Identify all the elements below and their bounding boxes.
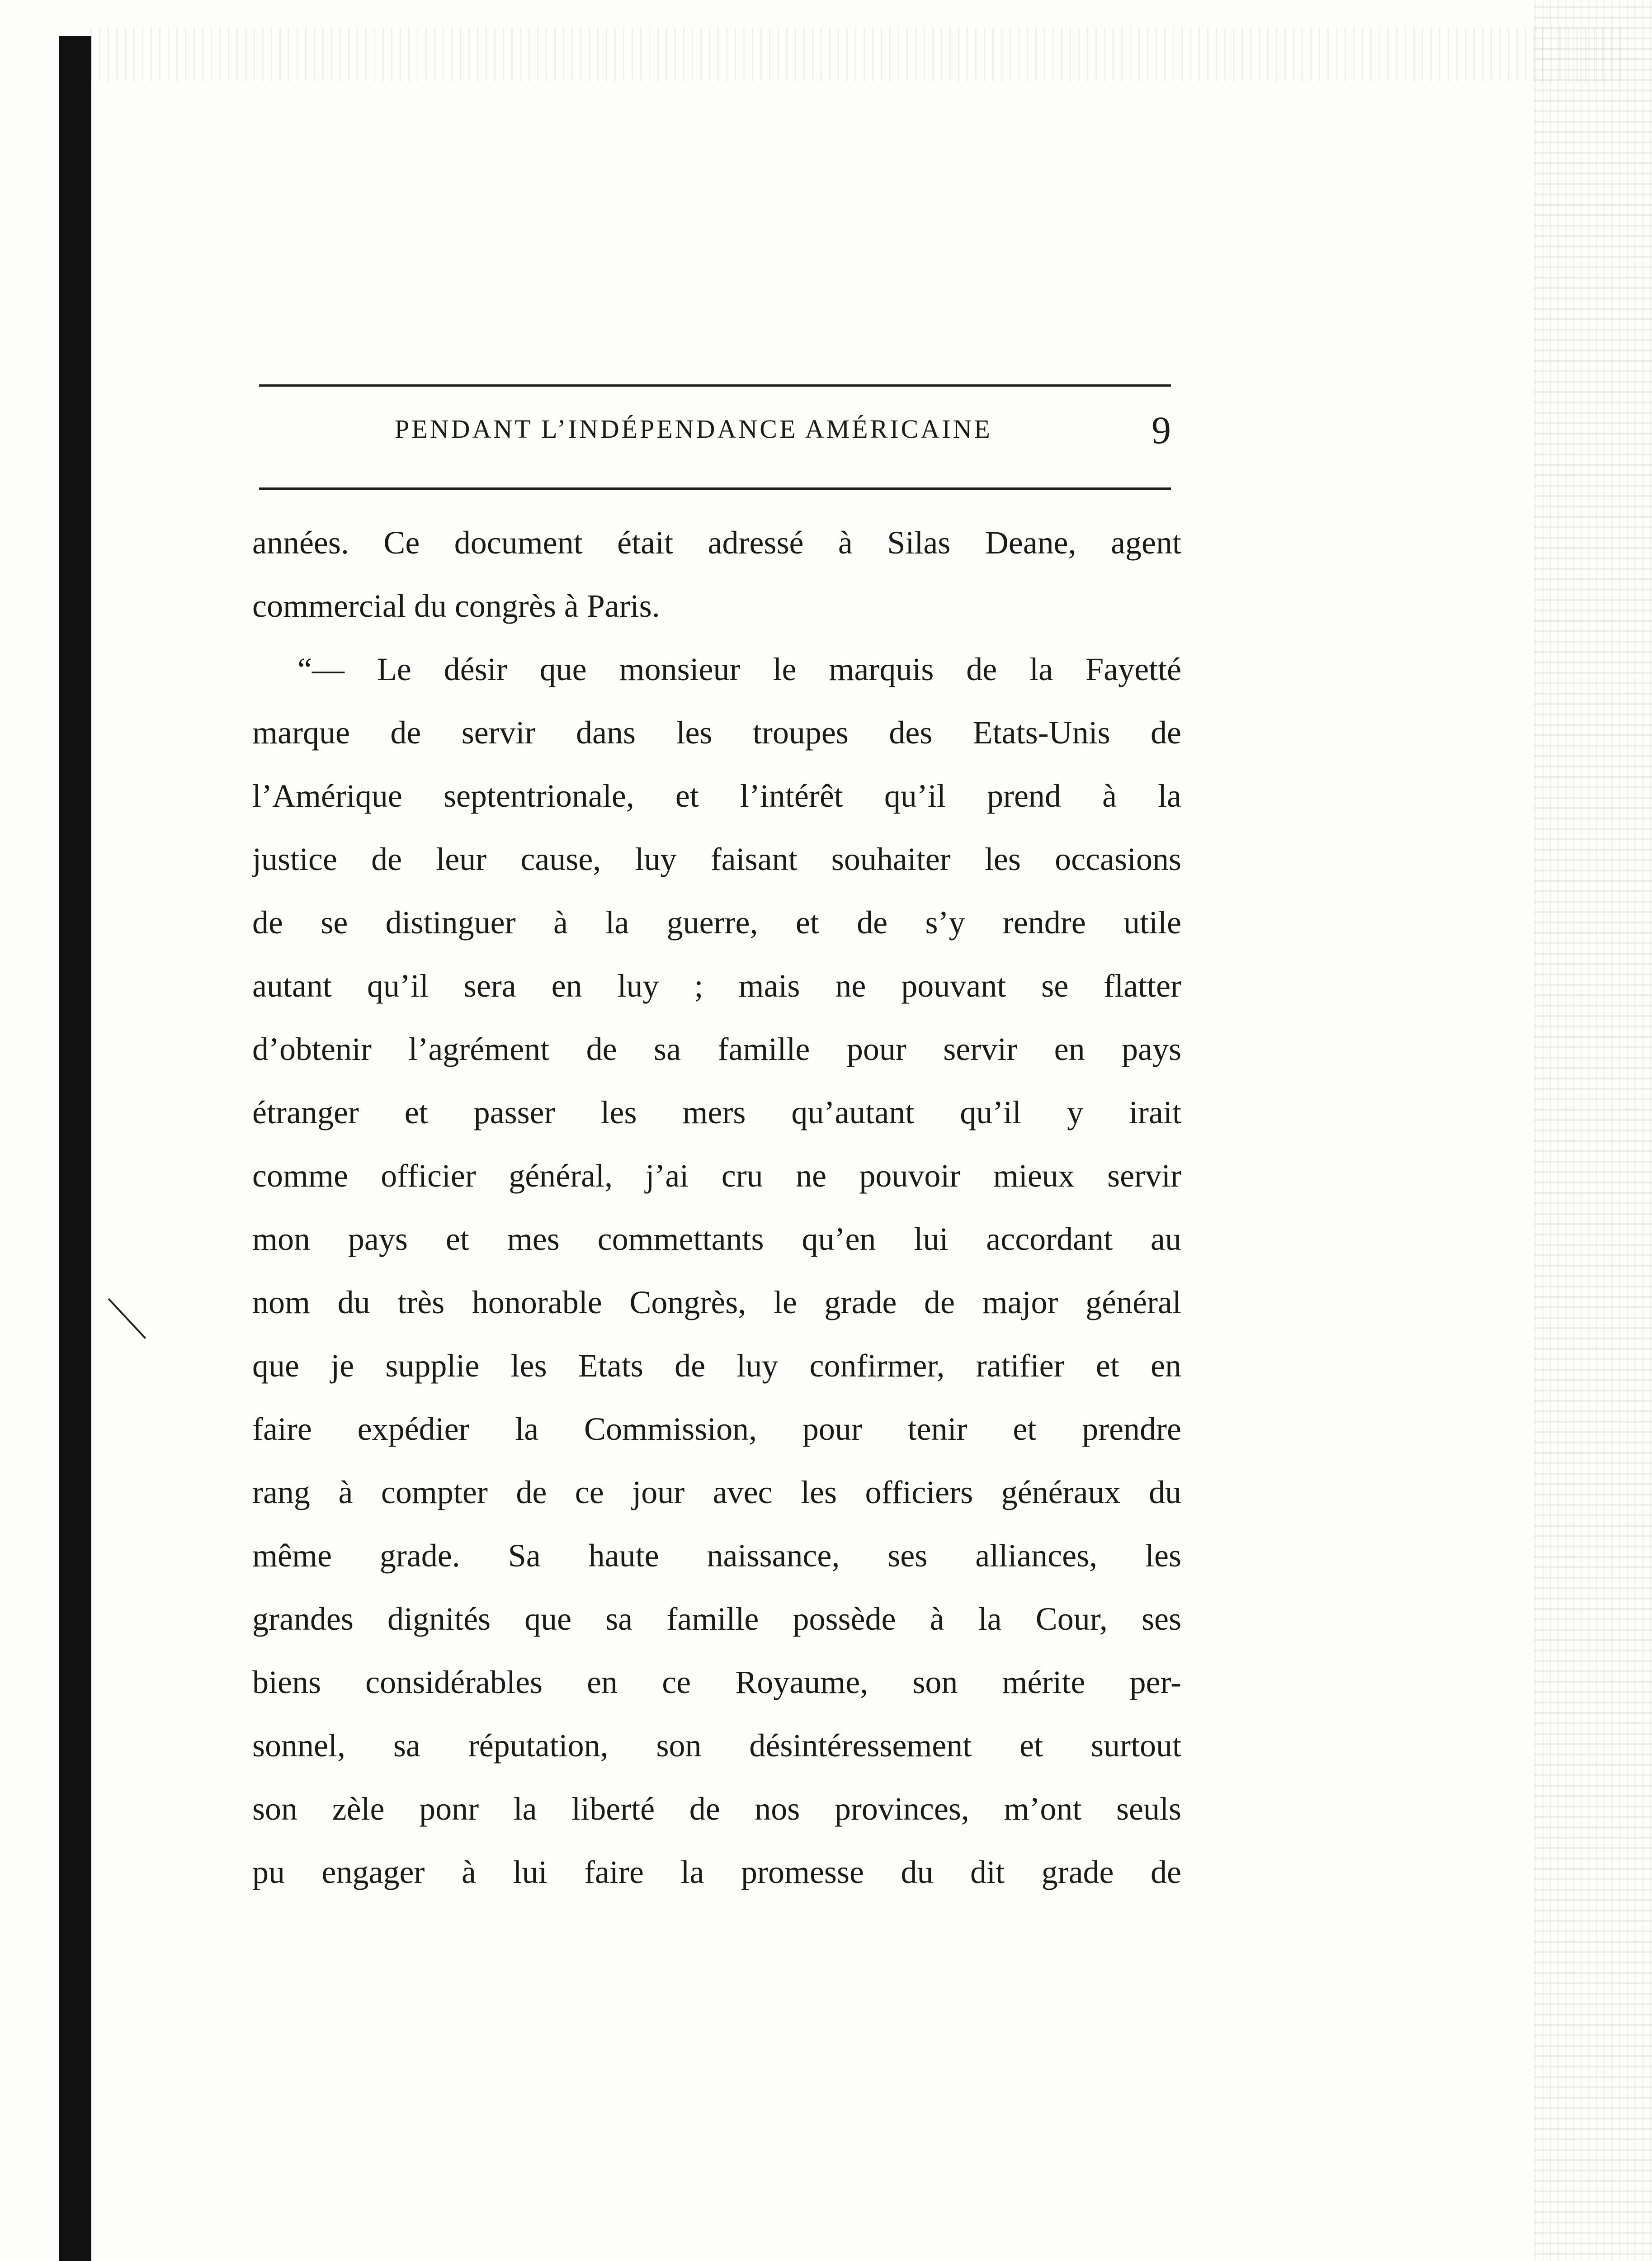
text-line: même grade. Sa haute naissance, ses alliances, les: [252, 1537, 1181, 1574]
text-line: années. Ce document était adressé à Silas Deane, agent: [252, 525, 1181, 561]
text-line: comme officier général, j’ai cru ne pouvoir mieux servir: [252, 1158, 1181, 1194]
text-line: pu engager à lui faire la promesse du dit grade de: [252, 1854, 1181, 1890]
text-line: rang à compter de ce jour avec les officiers généraux du: [252, 1474, 1181, 1510]
text-line: biens considérables en ce Royaume, son mérite per-: [252, 1664, 1181, 1700]
text-line: son zèle ponr la liberté de nos provinces, m’ont seuls: [252, 1791, 1181, 1827]
text-line: grandes dignités que sa famille possède à la Cour, ses: [252, 1601, 1181, 1637]
scan-noise-top: [90, 27, 1628, 81]
text-line: sonnel, sa réputation, son désintéressement et surtout: [252, 1727, 1181, 1764]
binding-shadow: [59, 36, 91, 2261]
header-rule-top: [259, 384, 1171, 387]
text-line: que je supplie les Etats de luy confirmer, ratifier et en: [252, 1348, 1181, 1384]
scan-noise-right: [1534, 0, 1652, 2261]
text-line: faire expédier la Commission, pour tenir et prendre: [252, 1411, 1181, 1447]
running-title: PENDANT L’INDÉPENDANCE AMÉRICAINE: [395, 414, 992, 444]
text-line: d’obtenir l’agrément de sa famille pour servir en pays: [252, 1031, 1181, 1067]
text-line: nom du très honorable Congrès, le grade de major général: [252, 1284, 1181, 1320]
text-line: justice de leur cause, luy faisant souhaiter les occasions: [252, 841, 1181, 877]
text-line: l’Amérique septentrionale, et l’intérêt qu’il prend à la: [252, 778, 1181, 814]
text-line: marque de servir dans les troupes des Etats-Unis de: [252, 714, 1181, 751]
text-line: “— Le désir que monsieur le marquis de la Fayetté: [297, 651, 1181, 687]
text-line: mon pays et mes commettants qu’en lui accordant au: [252, 1221, 1181, 1257]
body-text: [252, 511, 1181, 1904]
page-number: 9: [1152, 408, 1171, 452]
running-head: [259, 409, 1171, 464]
header-rule-bottom: [259, 487, 1171, 490]
text-line: étranger et passer les mers qu’autant qu’il y irait: [252, 1094, 1181, 1130]
margin-pencil-mark: [108, 1298, 146, 1339]
text-line: commercial du congrès à Paris.: [252, 588, 660, 624]
text-line: autant qu’il sera en luy ; mais ne pouvant se flatter: [252, 968, 1181, 1004]
text-line: de se distinguer à la guerre, et de s’y rendre utile: [252, 904, 1181, 941]
